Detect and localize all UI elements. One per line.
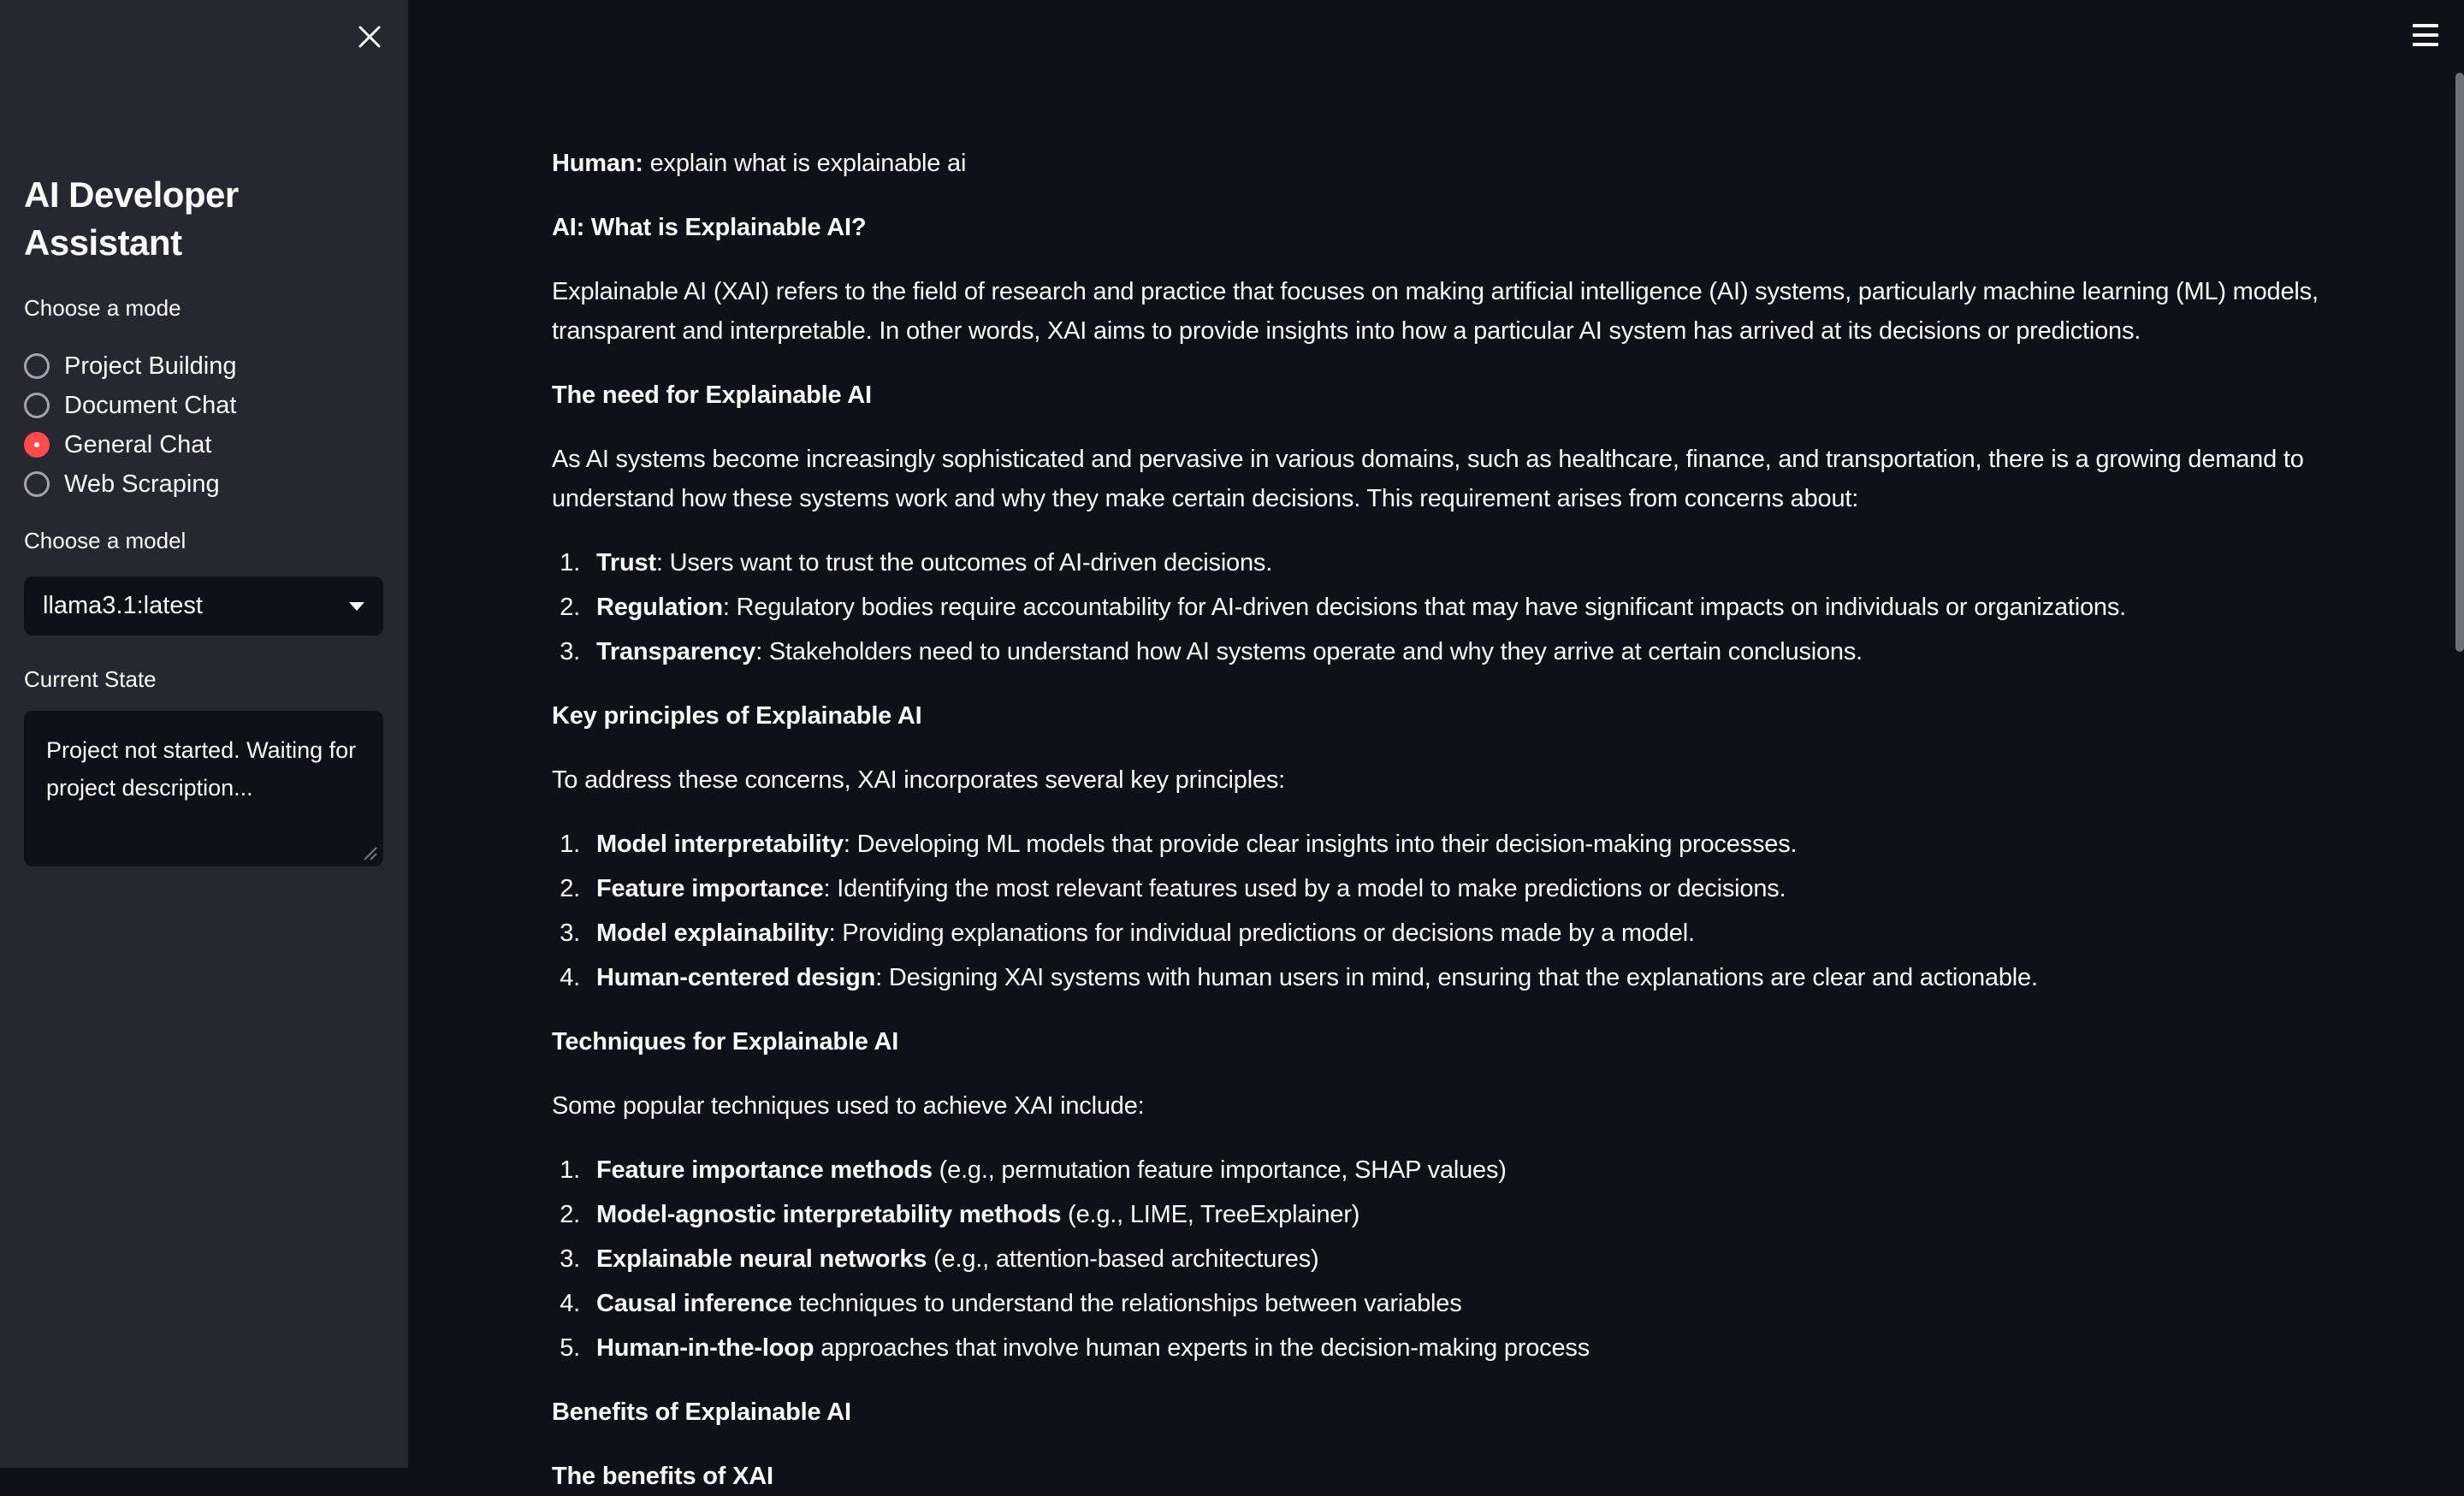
list-item: 5. Human-in-the-loop approaches that involve human experts in the decision-making process — [560, 1334, 1590, 1362]
list-item: 4. Human-centered design: Designing XAI systems with human users in mind, ensuring that the explanations are clear and actionable. — [560, 964, 2038, 991]
chat-heading: The need for Explainable AI — [552, 381, 872, 409]
mode-option-web-scraping[interactable]: Web Scraping — [24, 464, 384, 504]
radio-unselected-icon[interactable] — [24, 393, 50, 418]
vertical-scrollbar[interactable] — [2455, 73, 2464, 652]
mode-group-label: Choose a mode — [24, 295, 181, 321]
hamburger-menu-icon — [2413, 43, 2438, 46]
list-item: 1. Trust: Users want to trust the outcomes of AI-driven decisions. — [560, 549, 1273, 577]
chat-heading: Techniques for Explainable AI — [552, 1028, 899, 1055]
hamburger-menu-icon — [2413, 24, 2438, 27]
current-state-textarea[interactable] — [24, 711, 383, 866]
mode-option-project-building[interactable]: Project Building — [24, 346, 384, 386]
radio-selected-icon[interactable] — [24, 432, 50, 458]
list-item: 4. Causal inference techniques to understand the relationships between variables — [560, 1290, 1462, 1317]
chat-heading: AI: What is Explainable AI? — [552, 214, 867, 241]
list-item: 1. Feature importance methods (e.g., permutation feature importance, SHAP values) — [560, 1156, 1507, 1184]
mode-option-document-chat[interactable]: Document Chat — [24, 386, 384, 425]
model-select-value: llama3.1:latest — [43, 592, 203, 619]
model-group-label: Choose a model — [24, 528, 187, 553]
list-item: 3. Transparency: Stakeholders need to understand how AI systems operate and why they arrive at certain conclusions. — [560, 638, 1863, 665]
close-icon — [357, 24, 382, 50]
list-item: 3. Model explainability: Providing explanations for individual predictions or decisions made by a model. — [560, 919, 1695, 947]
chat-paragraph: Explainable AI (XAI) refers to the field of research and practice that focuses on making artificial intelligence (AI) systems, particularly machine learning (ML) models, transparent and interpretable. In other words, XAI aims to provide insights into how a particular AI system has arrived at its decisions or predictions. — [552, 278, 2319, 345]
hamburger-menu-icon — [2413, 33, 2438, 37]
list-item: 2. Model-agnostic interpretability methods (e.g., LIME, TreeExplainer) — [560, 1201, 1360, 1228]
list-item: 2. Feature importance: Identifying the most relevant features used by a model to make predictions or decisions. — [560, 875, 1786, 902]
list-item: 1. Model interpretability: Developing ML models that provide clear insights into their decision-making processes. — [560, 831, 1798, 858]
list-item: 3. Explainable neural networks (e.g., attention-based architectures) — [560, 1245, 1319, 1273]
radio-unselected-icon[interactable] — [24, 471, 50, 497]
mode-option-general-chat[interactable]: General Chat — [24, 425, 384, 464]
radio-unselected-icon[interactable] — [24, 353, 50, 379]
current-state-label: Current State — [24, 666, 157, 692]
chat-heading: Key principles of Explainable AI — [552, 702, 922, 730]
chat-heading-clipped: The benefits of XAI — [552, 1463, 773, 1490]
current-state-value: Project not started. Waiting for project description... — [46, 737, 357, 801]
chat-paragraph: Some popular techniques used to achieve XAI include: — [552, 1092, 1145, 1120]
app-menu-button[interactable] — [2413, 24, 2438, 46]
resize-handle-icon[interactable] — [362, 845, 377, 860]
chat-transcript — [552, 0, 2327, 1496]
ordered-list — [552, 825, 2327, 997]
sidebar-close-button[interactable] — [353, 21, 386, 53]
chat-paragraph: To address these concerns, XAI incorporates several key principles: — [552, 766, 1286, 794]
app-title: AI Developer Assistant — [24, 174, 239, 263]
main-content-area — [408, 0, 2464, 1496]
chevron-down-icon — [349, 602, 364, 611]
list-item: 2. Regulation: Regulatory bodies require accountability for AI-driven decisions that may have significant impacts on individuals or organizations. — [560, 594, 2127, 621]
chat-heading: Benefits of Explainable AI — [552, 1398, 851, 1426]
mode-radio-group — [24, 346, 384, 504]
chat-human-line: Human: explain what is explainable ai — [552, 150, 967, 177]
chat-paragraph: As AI systems become increasingly sophisticated and pervasive in various domains, such as healthcare, finance, and transportation, there is a growing demand to understand how these systems work and why they make certain decisions. This requirement arises from concerns about: — [552, 446, 2304, 512]
ordered-list — [552, 543, 2327, 671]
ordered-list — [552, 1150, 2327, 1368]
model-select[interactable] — [24, 577, 383, 636]
sidebar — [0, 0, 408, 1468]
